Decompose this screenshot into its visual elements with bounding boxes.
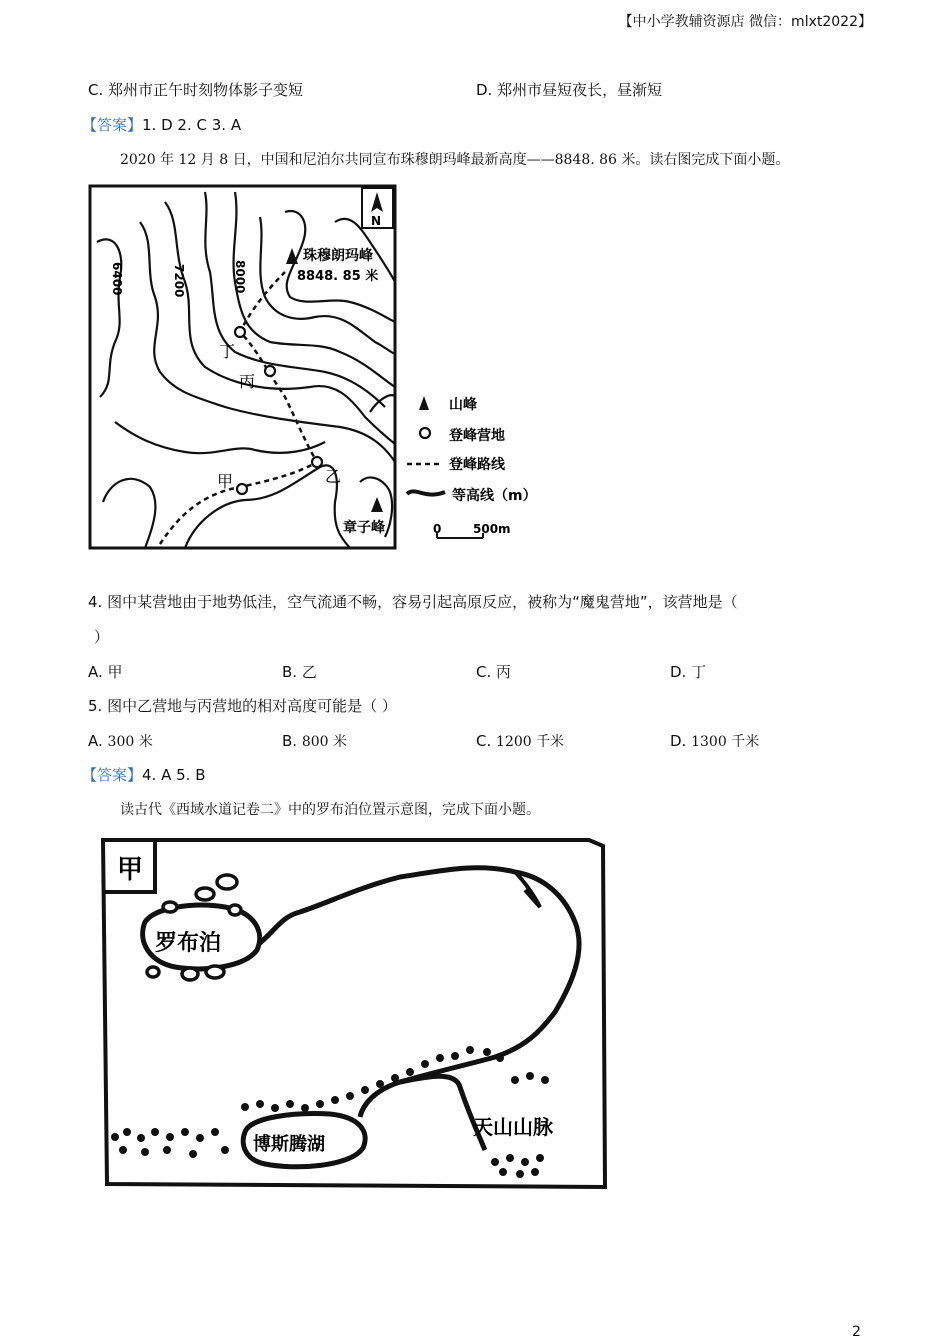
option-letter: C. [476, 663, 492, 681]
q5-option-c [476, 731, 564, 752]
answer-text: 4. A 5. B [142, 766, 206, 784]
everest-peak-name: 珠穆朗玛峰 [303, 248, 373, 264]
intro-paragraph-2: 读古代《西域水道记卷二》中的罗布泊位置示意图，完成下面小题。 [120, 802, 540, 818]
answer-1 [82, 115, 241, 135]
legend-contour-icon [407, 491, 445, 494]
answer-2 [82, 765, 206, 785]
option-text: 甲 [107, 663, 123, 681]
option-text: 郑州市昼短夜长，昼渐短 [497, 81, 663, 99]
camp-jia-icon [237, 484, 247, 494]
answer-text: 1. D 2. C 3. A [142, 116, 242, 134]
q5-option-d [670, 731, 759, 752]
question-4-close: ） [94, 628, 110, 646]
option-text: 郑州市正午时刻物体影子变短 [108, 81, 304, 99]
option-letter: A. [88, 732, 103, 750]
lop-nur-lake [143, 905, 260, 969]
contour-label-6400: 6400 [110, 262, 124, 296]
option-letter: B. [282, 663, 298, 681]
intro-paragraph-1: 2020 年 12 月 8 日，中国和尼泊尔共同宣布珠穆朗玛峰最新高度——8848. 86 米。读右图完成下面小题。 [120, 152, 790, 168]
legend-camp-icon [420, 428, 430, 438]
camp-yi-label: 乙 [325, 467, 342, 486]
camp-yi-icon [312, 457, 322, 467]
q5-option-a [88, 731, 153, 752]
option-d-prev [476, 80, 662, 100]
q4-option-c [476, 662, 511, 682]
option-text: 300 米 [107, 734, 153, 750]
answer-tag: 【答案】 [82, 116, 143, 134]
option-letter: C. [88, 81, 104, 99]
page-number: 2 [852, 1324, 861, 1340]
option-c-prev [88, 80, 303, 100]
question-4-stem: 4. 图中某营地由于地势低洼，空气流通不畅，容易引起高原反应，被称为“魔鬼营地”，该营地是（ [88, 593, 738, 611]
question-5-stem: 5. 图中乙营地与丙营地的相对高度可能是（ ） [88, 697, 397, 715]
answer-tag: 【答案】 [82, 766, 143, 784]
changtse-peak-name: 章子峰 [343, 520, 385, 536]
option-text: 丁 [691, 663, 707, 681]
option-text: 丙 [496, 663, 512, 681]
everest-contour-map [85, 182, 545, 554]
camp-bing-icon [265, 366, 275, 376]
north-label: N [371, 214, 382, 228]
option-text: 1300 千米 [691, 734, 760, 750]
contour-label-8000: 8000 [233, 260, 247, 294]
north-arrow-icon [362, 188, 393, 228]
option-text: 1200 千米 [496, 734, 565, 750]
camp-ding-icon [235, 327, 245, 337]
option-letter: D. [476, 81, 493, 99]
option-text: 乙 [301, 663, 317, 681]
q5-option-b [282, 731, 347, 752]
header-watermark: 【中小学教辅资源店 微信：mlxt2022】 [618, 14, 872, 30]
bosten-lake-label: 博斯腾湖 [253, 1134, 325, 1155]
camp-ding-label: 丁 [219, 342, 236, 361]
legend-peak-label: 山峰 [449, 397, 477, 413]
option-letter: C. [476, 732, 492, 750]
bosten-lake [243, 1114, 365, 1167]
option-letter: D. [670, 732, 687, 750]
everest-peak-height: 8848. 85 米 [297, 269, 379, 284]
legend-camp-label: 登峰营地 [449, 428, 505, 444]
option-letter: D. [670, 663, 687, 681]
contour-label-7200: 7200 [172, 264, 186, 298]
legend-peak-icon [419, 396, 429, 410]
q4-option-d [670, 662, 706, 682]
camp-bing-label: 丙 [239, 372, 256, 391]
option-letter: B. [282, 732, 298, 750]
option-letter: A. [88, 663, 103, 681]
map2-corner-label: 甲 [117, 855, 144, 885]
map-legend [407, 396, 537, 538]
option-text: 800 米 [301, 734, 348, 750]
lop-nur-label: 罗布泊 [155, 931, 222, 956]
tianshan-label: 天山山脉 [473, 1115, 553, 1139]
q4-option-b [282, 662, 317, 682]
camp-jia-label: 甲 [217, 472, 234, 491]
scale-zero: 0 [433, 522, 442, 536]
scale-length: 500m [473, 522, 511, 536]
legend-contour-label: 等高线（m） [452, 488, 537, 504]
lop-nur-sketch-map [95, 832, 625, 1192]
legend-route-label: 登峰路线 [449, 457, 505, 473]
q4-option-a [88, 662, 123, 682]
